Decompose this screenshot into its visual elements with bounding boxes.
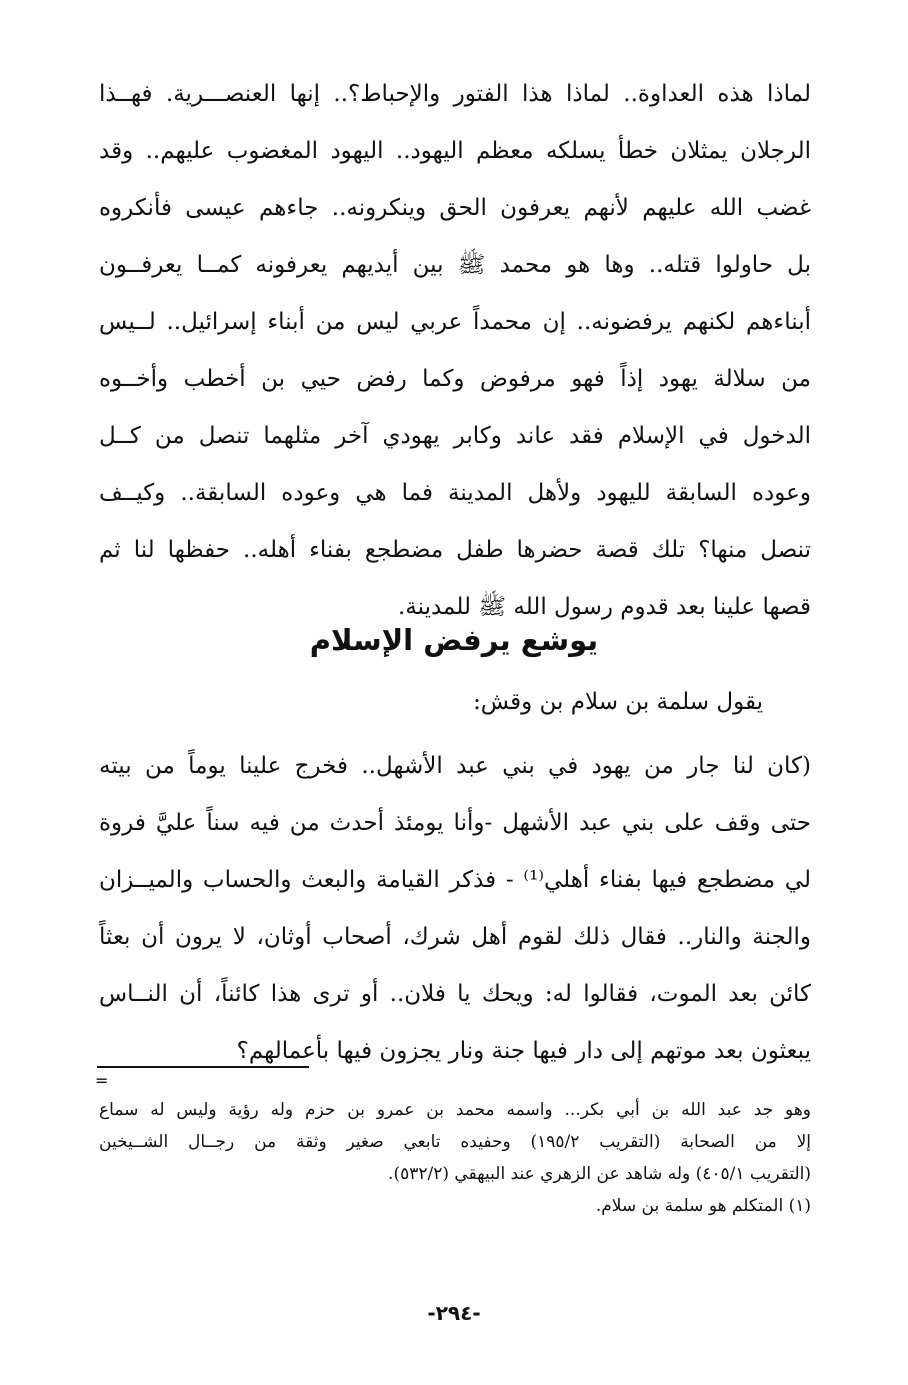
text-line: يبعثون بعد موتهم إلى دار فيها جنة ونار يجزون فيها بأعمالهم؟ [236,1038,811,1064]
footnotes [99,1094,811,1222]
text-line: من سلالة يهود إذاً فهو مرفوض وكما رفض حيي بن أخطب وأخــوه [99,366,811,392]
text-line: تنصل منها؟ تلك قصة حضرها طفل مضطجع بفناء أهله.. حفظها لنا ثم [99,537,811,563]
paragraph-quote [99,738,811,1080]
text-line: لي مضطجع فيها بفناء أهلي⁽¹⁾ - فذكر القيامة والبعث والحساب والميــزان [99,867,811,893]
text-line: أبناءهم لكنهم يرفضونه.. إن محمداً عربي ليس من أبناء إسرائيل.. لــيس [99,309,811,335]
footnote-divider [97,1066,309,1068]
footnote-continuation-mark: = [95,1071,109,1090]
text-line: بل حاولوا قتله.. وها هو محمد ﷺ بين أيديهم يعرفونه كمــا يعرفــون [99,252,811,278]
section-heading: يوشع يرفض الإسلام [309,623,599,657]
text-line: (كان لنا جار من يهود في بني عبد الأشهل.. فخرج علينا يوماً من بيته [99,753,811,779]
intro-line: يقول سلمة بن سلام بن وقش: [473,689,763,715]
text-line: الرجلان يمثلان خطأ يسلكه معظم اليهود.. اليهود المغضوب عليهم.. وقد [99,138,811,164]
text-line: كائن بعد الموت، فقالوا له: ويحك يا فلان.. أو ترى هذا كائناً، أن النــاس [99,981,811,1007]
text-line: والجنة والنار.. فقال ذلك لقوم أهل شرك، أصحاب أوثان، لا يرون أن بعثاً [99,924,811,950]
text-line: وعوده السابقة لليهود ولأهل المدينة فما هي وعوده السابقة.. وكيــف [99,480,811,506]
page-number: -٢٩٤- [427,1301,481,1325]
text-line: لماذا هذه العداوة.. لماذا هذا الفتور والإحباط؟.. إنها العنصـــرية. فهــذا [99,81,811,107]
footnote-line: (١) المتكلم هو سلمة بن سلام. [595,1196,811,1216]
text-line: قصها علينا بعد قدوم رسول الله ﷺ للمدينة. [397,594,811,620]
text-line: غضب الله عليهم لأنهم يعرفون الحق وينكرونه.. جاءهم عيسى فأنكروه [99,195,811,221]
footnote-line: وهو جد عبد الله بن أبي بكر... واسمه محمد بن عمرو بن حزم وله رؤية وليس له سماع [99,1100,811,1120]
text-line: الدخول في الإسلام فقد عاند وكابر يهودي آخر مثلهما تنصل من كــل [99,423,811,449]
text-line: حتى وقف على بني عبد الأشهل -وأنا يومئذ أحدث من فيه سناً عليَّ فروة [99,810,811,836]
footnote-line: (التقريب ٤٠٥/١) وله شاهد عن الزهري عند البيهقي (٥٣٢/٢). [388,1164,811,1184]
paragraph-opening [99,66,811,636]
footnote-line: إلا من الصحابة (التقريب ١٩٥/٢) وحفيده تابعي صغير وثقة من رجــال الشــيخين [99,1132,811,1152]
